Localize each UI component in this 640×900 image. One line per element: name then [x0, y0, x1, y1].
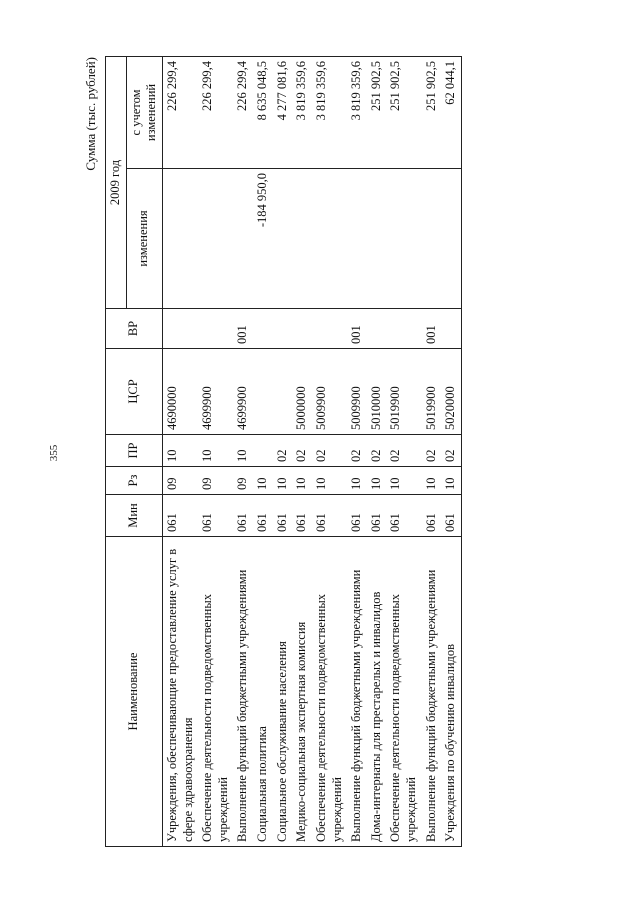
row-csr: 4699900 [198, 349, 233, 435]
row-rz: 10 [367, 467, 387, 495]
header-year: 2009 год [106, 56, 127, 308]
budget-table [105, 56, 462, 847]
row-change [233, 169, 253, 309]
row-csr: 5000000 [292, 349, 312, 435]
row-change [441, 169, 461, 309]
row-total: 251 902,5 [422, 56, 442, 168]
row-name: Обеспечение деятельности подведомственных учреждений [312, 537, 347, 847]
row-pr: 02 [292, 435, 312, 467]
row-min: 061 [422, 495, 442, 537]
header-rz: Рз [106, 467, 163, 495]
row-pr: 02 [347, 435, 367, 467]
row-name: Обеспечение деятельности подведомственных учреждений [386, 537, 421, 847]
table-row [273, 56, 293, 846]
table-row [441, 56, 461, 846]
row-vr [162, 309, 198, 349]
row-rz: 10 [422, 467, 442, 495]
table-row [347, 56, 367, 846]
row-total: 226 299,4 [198, 56, 233, 168]
row-pr [253, 435, 273, 467]
row-name: Медико-социальная экспертная комиссия [292, 537, 312, 847]
row-total: 62 044,1 [441, 56, 461, 168]
row-vr [273, 309, 293, 349]
row-total: 226 299,4 [162, 56, 198, 168]
row-min: 061 [198, 495, 233, 537]
row-min: 061 [347, 495, 367, 537]
row-csr [273, 349, 293, 435]
row-min: 061 [253, 495, 273, 537]
row-name: Выполнение функций бюджетными учреждениями [233, 537, 253, 847]
row-change [198, 169, 233, 309]
row-name: Социальная политика [253, 537, 273, 847]
row-pr: 02 [273, 435, 293, 467]
row-vr: 001 [233, 309, 253, 349]
header-pr: ПР [106, 435, 163, 467]
row-name: Учреждения, обеспечивающие предоставление услуг в сфере здравоохранения [162, 537, 198, 847]
row-min: 061 [441, 495, 461, 537]
row-csr: 5010000 [367, 349, 387, 435]
row-name: Выполнение функций бюджетными учреждениями [422, 537, 442, 847]
row-csr: 5019900 [422, 349, 442, 435]
table-row [253, 56, 273, 846]
table-row [162, 56, 198, 846]
row-name: Выполнение функций бюджетными учреждениями [347, 537, 367, 847]
row-csr: 5009900 [312, 349, 347, 435]
row-min: 061 [367, 495, 387, 537]
header-csr: ЦСР [106, 349, 163, 435]
row-change [312, 169, 347, 309]
row-total: 4 277 081,6 [273, 56, 293, 168]
row-pr: 10 [162, 435, 198, 467]
row-change: -184 950,0 [253, 169, 273, 309]
row-vr [253, 309, 273, 349]
row-csr [253, 349, 273, 435]
row-total: 251 902,5 [386, 56, 421, 168]
row-change [347, 169, 367, 309]
row-change [162, 169, 198, 309]
row-total: 3 819 359,6 [347, 56, 367, 168]
row-vr [386, 309, 421, 349]
row-vr [441, 309, 461, 349]
row-total: 226 299,4 [233, 56, 253, 168]
row-change [367, 169, 387, 309]
row-rz: 10 [347, 467, 367, 495]
row-rz: 10 [273, 467, 293, 495]
row-pr: 02 [441, 435, 461, 467]
table-row [422, 56, 442, 846]
row-vr [198, 309, 233, 349]
table-row [367, 56, 387, 846]
table-row [233, 56, 253, 846]
row-vr [292, 309, 312, 349]
budget-table-sheet [83, 57, 565, 847]
table-row [198, 56, 233, 846]
row-pr: 02 [312, 435, 347, 467]
row-total: 251 902,5 [367, 56, 387, 168]
page-number: 355 [48, 444, 60, 462]
table-row [292, 56, 312, 846]
row-name: Социальное обслуживание населения [273, 537, 293, 847]
row-total: 3 819 359,6 [292, 56, 312, 168]
row-pr: 10 [198, 435, 233, 467]
row-min: 061 [162, 495, 198, 537]
table-row [312, 56, 347, 846]
header-changes: изменения [126, 169, 162, 309]
row-change [273, 169, 293, 309]
table-caption: Сумма (тыс. рублей) [83, 57, 98, 171]
row-total: 8 635 048,5 [253, 56, 273, 168]
row-name: Учреждения по обучению инвалидов [441, 537, 461, 847]
row-min: 061 [292, 495, 312, 537]
header-name: Наименование [106, 537, 163, 847]
row-rz: 09 [162, 467, 198, 495]
row-pr: 10 [233, 435, 253, 467]
row-csr: 4699900 [233, 349, 253, 435]
row-change [292, 169, 312, 309]
row-rz: 09 [233, 467, 253, 495]
row-min: 061 [386, 495, 421, 537]
row-csr: 5019900 [386, 349, 421, 435]
row-min: 061 [312, 495, 347, 537]
row-change [422, 169, 442, 309]
row-min: 061 [273, 495, 293, 537]
table-body [162, 56, 461, 846]
row-change [386, 169, 421, 309]
header-with-changes: с учетом изменений [126, 56, 162, 168]
row-vr: 001 [422, 309, 442, 349]
row-rz: 09 [198, 467, 233, 495]
row-csr: 5020000 [441, 349, 461, 435]
row-pr: 02 [422, 435, 442, 467]
row-rz: 10 [253, 467, 273, 495]
row-rz: 10 [441, 467, 461, 495]
row-total: 3 819 359,6 [312, 56, 347, 168]
row-name: Обеспечение деятельности подведомственных учреждений [198, 537, 233, 847]
row-name: Дома-интернаты для престарелых и инвалидов [367, 537, 387, 847]
row-csr: 4690000 [162, 349, 198, 435]
table-row [386, 56, 421, 846]
header-min: Мин [106, 495, 163, 537]
row-rz: 10 [292, 467, 312, 495]
row-pr: 02 [386, 435, 421, 467]
row-pr: 02 [367, 435, 387, 467]
header-vr: ВР [106, 309, 163, 349]
row-rz: 10 [312, 467, 347, 495]
row-csr: 5009900 [347, 349, 367, 435]
row-vr: 001 [347, 309, 367, 349]
row-min: 061 [233, 495, 253, 537]
row-vr [312, 309, 347, 349]
row-vr [367, 309, 387, 349]
row-rz: 10 [386, 467, 421, 495]
